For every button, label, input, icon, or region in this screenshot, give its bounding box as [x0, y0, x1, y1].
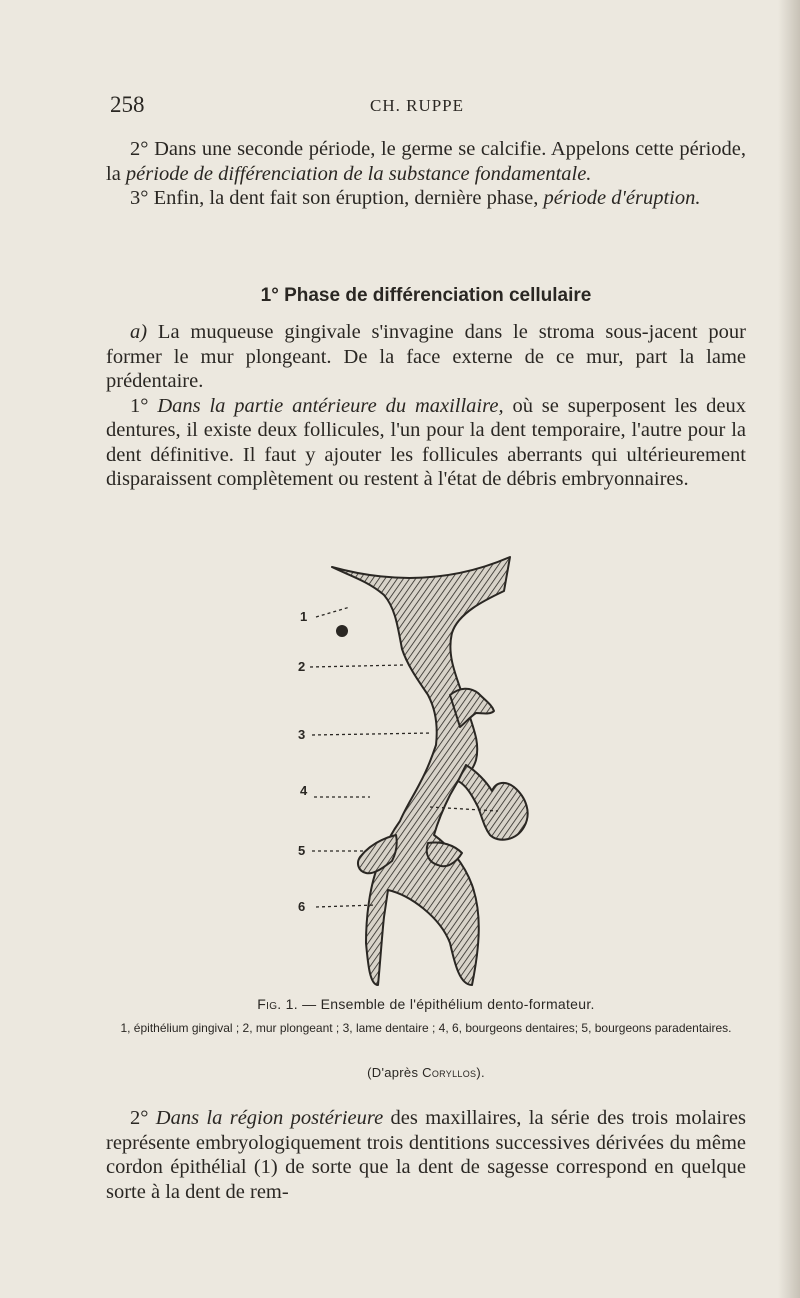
text-block-middle [106, 320, 746, 492]
paragraph-muqueuse [106, 320, 746, 394]
figure-label-1: 1 [300, 609, 308, 624]
paragraph-muqueuse-marker: a) [130, 321, 148, 343]
paragraph-posterior-italic: Dans la région postérieure [155, 1107, 384, 1129]
running-head: CH. RUPPE [370, 96, 465, 115]
paragraph-third-period-lead: 3° Enfin, la dent fait son éruption, dernière phase, [130, 187, 544, 209]
paragraph-third-period-italic: période d'éruption. [543, 187, 701, 209]
figure-caption-number: Fig. 1. [257, 996, 298, 1012]
text-block-bottom [106, 1106, 746, 1204]
paragraph-posterior [106, 1106, 746, 1204]
figure-caption-title [106, 996, 746, 1012]
figure-epithelium [280, 545, 540, 995]
figure-caption-source-author: Coryllos [422, 1065, 477, 1080]
figure-caption-text: — Ensemble de l'épithélium dento-formateur. [297, 996, 595, 1012]
tooth-bud-4-shape [458, 765, 528, 840]
figure-caption-source [106, 1065, 746, 1080]
leader-line-6 [316, 905, 376, 907]
text-block-top [106, 137, 746, 211]
epithelium-shape [332, 557, 528, 985]
figure-label-4: 4 [300, 783, 308, 798]
paragraph-second-period-lead: 2° Dans une seconde période, le germe se calcifie. Appelons cette période, la [106, 138, 746, 185]
follicle-dot [336, 625, 348, 637]
paragraph-anterior [106, 394, 746, 492]
paragraph-anterior-text: où se superposent les deux dentures, il existe deux follicules, l'un pour la dent temporaire, l'autre pour la dent définitive. Il faut y ajouter les follicules aberrants qui ultérieurement disparaissent complètement ou restent à l'état de débris embryonnaires. [106, 394, 746, 490]
figure-label-2: 2 [298, 659, 306, 674]
gingival-epithelium-shape [332, 557, 510, 985]
page-header [110, 92, 755, 120]
figure-label-3: 3 [298, 727, 306, 742]
paragraph-second-period-italic: période de différenciation de la substance fondamentale. [125, 162, 592, 185]
paragraph-posterior-lead: 2° [130, 1107, 156, 1129]
paragraph-third-period [106, 186, 746, 211]
page-edge-shadow [778, 0, 800, 1298]
figure-caption-source-lead: (D'après [367, 1065, 423, 1080]
figure-label-5: 5 [298, 843, 306, 858]
paragraph-anterior-lead: 1° [130, 394, 158, 417]
figure-label-6: 6 [298, 899, 306, 914]
page-number: 258 [110, 92, 145, 117]
leader-line-2 [310, 665, 404, 667]
leader-line-1 [316, 607, 350, 617]
paragraph-anterior-italic: Dans la partie antérieure du maxillaire, [157, 394, 504, 417]
paragraph-muqueuse-text: La muqueuse gingivale s'invagine dans le stroma sous-jacent pour former le mur plongeant. De la face externe de ce mur, part la lame prédentaire. [106, 321, 746, 392]
paragraph-posterior-text: des maxillaires, la série des trois molaires représente embryologiquement trois dentitions successives dérivées du même cordon épithélial (1) de sorte que la dent de sagesse correspond en quelque sorte à la dent de rem- [106, 1107, 746, 1203]
figure-caption-legend: 1, épithélium gingival ; 2, mur plongeant ; 3, lame dentaire ; 4, 6, bourgeons dentaires; 5, bourgeons paradentaires. [120, 1021, 732, 1035]
paragraph-second-period [106, 137, 746, 186]
leader-line-3 [312, 733, 432, 735]
section-heading: 1° Phase de différenciation cellulaire [260, 285, 592, 306]
epithelium-illustration [280, 545, 540, 995]
figure-caption-source-tail: ). [476, 1065, 485, 1080]
